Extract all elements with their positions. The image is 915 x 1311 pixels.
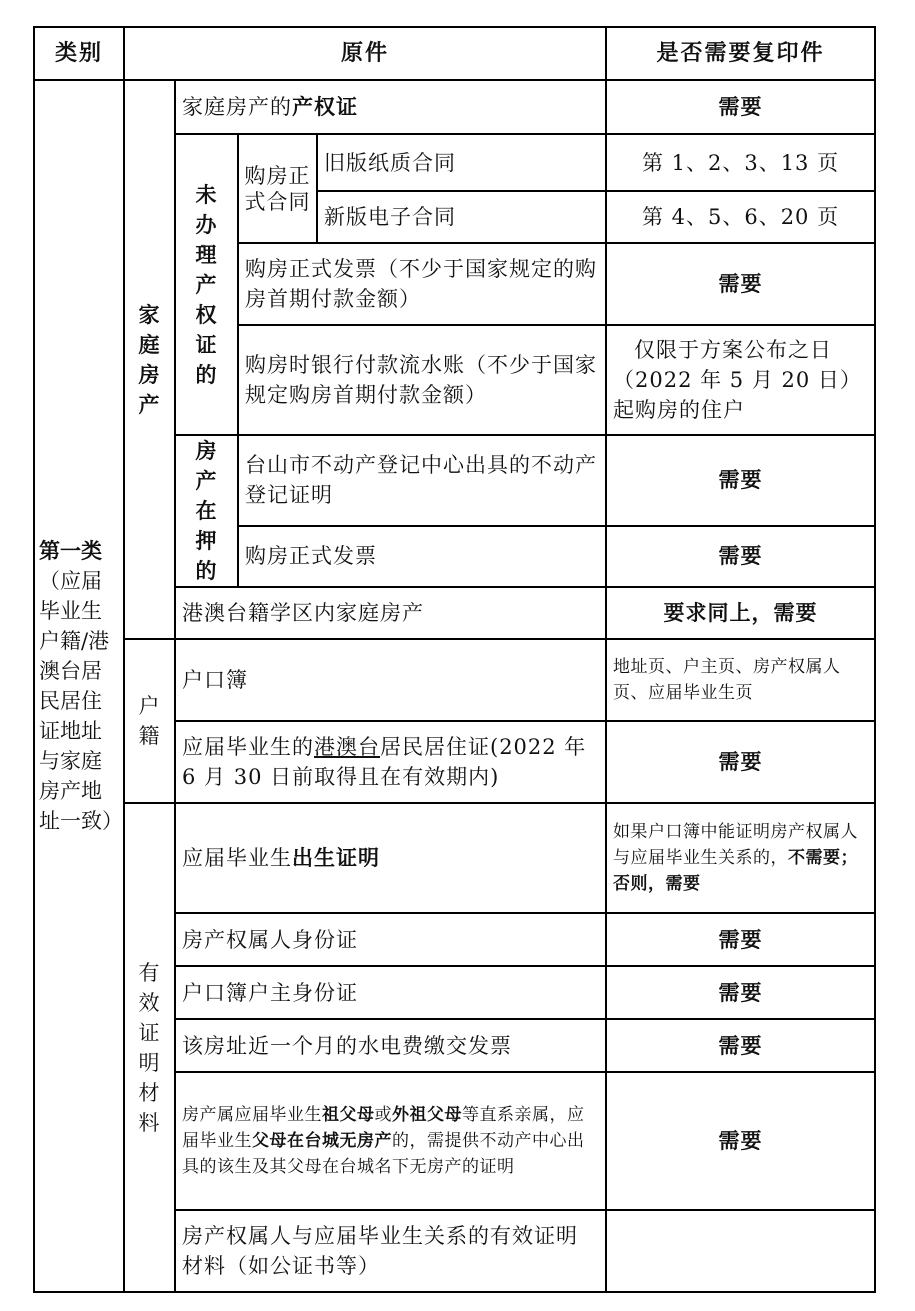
grandparent-property: 房产属应届毕业生祖父母或外祖父母等直系亲属，应届毕业生父母在台城无房产的，需提供不动产中心出具的该生及其父母在台城名下无房产的证明 xyxy=(175,1072,606,1210)
head-id-need: 需要 xyxy=(606,966,875,1019)
registry-cert-need: 需要 xyxy=(606,435,875,526)
relation-proof: 房产权属人与应届毕业生关系的有效证明材料（如公证书等） xyxy=(175,1210,606,1292)
hukou-book: 户口簿 xyxy=(175,639,606,721)
bank-statement: 购房时银行付款流水账（不少于国家规定购房首期付款金额） xyxy=(238,325,606,435)
new-contract-pages: 第 4、5、6、20 页 xyxy=(606,191,875,243)
header-original: 原件 xyxy=(124,27,606,80)
property-cert: 家庭房产的产权证 xyxy=(175,80,606,134)
residence-permit: 应届毕业生的港澳台居民居住证(2022 年 6 月 30 日前取得且在有效期内) xyxy=(175,721,606,803)
head-id: 户口簿户主身份证 xyxy=(175,966,606,1019)
birth-cert-need: 如果户口簿中能证明房产权属人与应届毕业生关系的，不需要；否则，需要 xyxy=(606,803,875,913)
mortgage-invoice: 购房正式发票 xyxy=(238,526,606,587)
mortgage-label: 房产在押的 xyxy=(175,435,238,587)
utility-invoice: 该房址近一个月的水电费缴交发票 xyxy=(175,1019,606,1072)
contract-label: 购房正式合同 xyxy=(238,134,317,243)
invoice-need: 需要 xyxy=(606,243,875,325)
header-category: 类别 xyxy=(34,27,124,80)
hmt-property: 港澳台籍学区内家庭房产 xyxy=(175,587,606,639)
property-cert-need: 需要 xyxy=(606,80,875,134)
no-cert-label: 未办理产权证的 xyxy=(175,134,238,435)
category-main-bold: 第一类 xyxy=(39,539,102,563)
table-row xyxy=(34,639,875,721)
category-main-rest: （应届毕业生户籍/港澳台居民居住证地址与家庭房产地址一致） xyxy=(39,569,123,833)
header-need-copy: 是否需要复印件 xyxy=(606,27,875,80)
grandparent-property-need: 需要 xyxy=(606,1072,875,1210)
residence-permit-need: 需要 xyxy=(606,721,875,803)
header-row xyxy=(34,27,875,80)
group-proof: 有效证明材料 xyxy=(124,803,175,1292)
table-row xyxy=(34,803,875,913)
hmt-property-need: 要求同上，需要 xyxy=(606,587,875,639)
utility-invoice-need: 需要 xyxy=(606,1019,875,1072)
invoice: 购房正式发票（不少于国家规定的购房首期付款金额） xyxy=(238,243,606,325)
group-home-property: 家庭房产 xyxy=(124,80,175,639)
group-hukou: 户籍 xyxy=(124,639,175,803)
mortgage-invoice-need: 需要 xyxy=(606,526,875,587)
old-contract-pages: 第 1、2、3、13 页 xyxy=(606,134,875,191)
requirements-table xyxy=(33,26,876,1293)
old-contract: 旧版纸质合同 xyxy=(317,134,606,191)
relation-proof-need xyxy=(606,1210,875,1292)
registry-cert: 台山市不动产登记中心出具的不动产登记证明 xyxy=(238,435,606,526)
category-main xyxy=(34,80,124,1292)
owner-id: 房产权属人身份证 xyxy=(175,913,606,966)
table-row xyxy=(34,80,875,134)
bank-statement-need: 仅限于方案公布之日（2022 年 5 月 20 日）起购房的住户 xyxy=(606,325,875,435)
birth-cert: 应届毕业生出生证明 xyxy=(175,803,606,913)
hukou-book-need: 地址页、户主页、房产权属人页、应届毕业生页 xyxy=(606,639,875,721)
owner-id-need: 需要 xyxy=(606,913,875,966)
new-contract: 新版电子合同 xyxy=(317,191,606,243)
